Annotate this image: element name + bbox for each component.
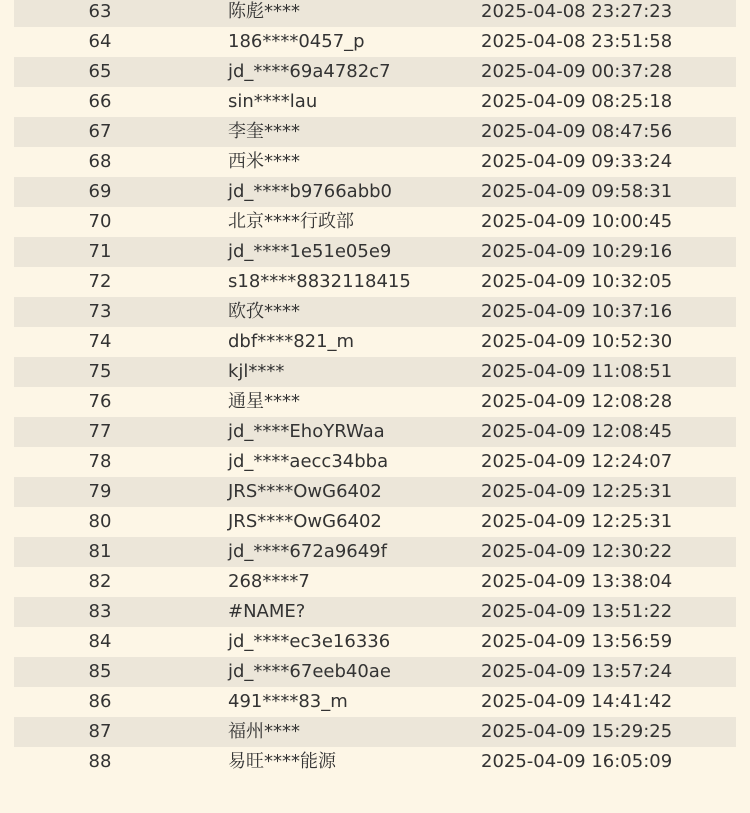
row-timestamp: 2025-04-09 13:57:24 <box>481 661 673 682</box>
row-index: 70 <box>88 211 112 232</box>
table-row <box>14 237 736 267</box>
row-index: 63 <box>88 1 112 22</box>
table-row <box>14 597 736 627</box>
row-username: #NAME? <box>228 601 306 622</box>
row-username: 李奎**** <box>228 121 300 142</box>
row-username: 通星**** <box>228 391 300 412</box>
row-username: 易旺****能源 <box>228 751 336 772</box>
row-timestamp: 2025-04-09 11:08:51 <box>481 361 673 382</box>
row-username: jd_****EhoYRWaa <box>228 421 385 442</box>
table-row <box>14 0 736 27</box>
row-username: 186****0457_p <box>228 31 365 52</box>
table-row <box>14 447 736 477</box>
table-row <box>14 57 736 87</box>
row-timestamp: 2025-04-09 13:51:22 <box>481 601 673 622</box>
row-timestamp: 2025-04-09 10:29:16 <box>481 241 673 262</box>
row-index: 81 <box>88 541 112 562</box>
row-username: jd_****69a4782c7 <box>228 61 391 82</box>
row-timestamp: 2025-04-09 15:29:25 <box>481 721 673 742</box>
row-index: 67 <box>88 121 112 142</box>
row-username: jd_****aecc34bba <box>228 451 389 472</box>
row-index: 77 <box>88 421 112 442</box>
row-timestamp: 2025-04-09 10:00:45 <box>481 211 673 232</box>
table-row <box>14 177 736 207</box>
row-index: 71 <box>88 241 112 262</box>
row-timestamp: 2025-04-08 23:27:23 <box>481 1 673 22</box>
row-username: 福州**** <box>228 721 300 742</box>
row-username: 268****7 <box>228 571 310 592</box>
row-username: kjl**** <box>228 361 285 382</box>
row-timestamp: 2025-04-09 10:37:16 <box>481 301 673 322</box>
row-username: JRS****OwG6402 <box>228 481 382 502</box>
row-timestamp: 2025-04-09 10:52:30 <box>481 331 673 352</box>
table-row <box>14 297 736 327</box>
table-row <box>14 207 736 237</box>
table-row <box>14 117 736 147</box>
row-username: JRS****OwG6402 <box>228 511 382 532</box>
row-index: 88 <box>88 751 112 772</box>
row-username: jd_****ec3e16336 <box>228 631 391 652</box>
row-username: sin****lau <box>228 91 318 112</box>
row-timestamp: 2025-04-09 10:32:05 <box>481 271 673 292</box>
row-index: 83 <box>88 601 112 622</box>
row-index: 80 <box>88 511 112 532</box>
row-timestamp: 2025-04-09 08:47:56 <box>481 121 673 142</box>
row-timestamp: 2025-04-09 08:25:18 <box>481 91 673 112</box>
row-username: 西米**** <box>228 151 300 172</box>
row-index: 85 <box>88 661 112 682</box>
row-index: 79 <box>88 481 112 502</box>
row-timestamp: 2025-04-08 23:51:58 <box>481 31 673 52</box>
table-row <box>14 627 736 657</box>
table-row <box>14 477 736 507</box>
table-row <box>14 87 736 117</box>
row-timestamp: 2025-04-09 12:08:28 <box>481 391 673 412</box>
row-username: jd_****672a9649f <box>228 541 387 562</box>
table-row <box>14 27 736 57</box>
row-timestamp: 2025-04-09 09:58:31 <box>481 181 673 202</box>
records-table <box>14 0 736 777</box>
row-username: jd_****b9766abb0 <box>228 181 392 202</box>
row-index: 69 <box>88 181 112 202</box>
row-index: 74 <box>88 331 112 352</box>
row-timestamp: 2025-04-09 13:56:59 <box>481 631 673 652</box>
row-index: 75 <box>88 361 112 382</box>
table-row <box>14 267 736 297</box>
table-row <box>14 147 736 177</box>
row-username: 欧孜**** <box>228 301 300 322</box>
row-index: 87 <box>88 721 112 742</box>
table-row <box>14 657 736 687</box>
row-index: 72 <box>88 271 112 292</box>
row-index: 82 <box>88 571 112 592</box>
table-row <box>14 717 736 747</box>
table-row <box>14 507 736 537</box>
row-timestamp: 2025-04-09 12:08:45 <box>481 421 673 442</box>
row-index: 76 <box>88 391 112 412</box>
row-timestamp: 2025-04-09 13:38:04 <box>481 571 673 592</box>
row-username: jd_****67eeb40ae <box>228 661 391 682</box>
row-index: 73 <box>88 301 112 322</box>
table-row <box>14 357 736 387</box>
row-index: 84 <box>88 631 112 652</box>
row-timestamp: 2025-04-09 09:33:24 <box>481 151 673 172</box>
row-timestamp: 2025-04-09 14:41:42 <box>481 691 673 712</box>
row-index: 86 <box>88 691 112 712</box>
table-row <box>14 567 736 597</box>
row-timestamp: 2025-04-09 12:30:22 <box>481 541 673 562</box>
table-row <box>14 537 736 567</box>
row-timestamp: 2025-04-09 16:05:09 <box>481 751 673 772</box>
row-index: 66 <box>88 91 112 112</box>
row-index: 68 <box>88 151 112 172</box>
row-index: 64 <box>88 31 112 52</box>
row-timestamp: 2025-04-09 12:25:31 <box>481 481 673 502</box>
table-row <box>14 687 736 717</box>
row-username: 491****83_m <box>228 691 348 712</box>
table-row <box>14 417 736 447</box>
row-username: 陈彪**** <box>228 1 300 22</box>
table-row <box>14 747 736 777</box>
row-index: 65 <box>88 61 112 82</box>
table-row <box>14 327 736 357</box>
row-index: 78 <box>88 451 112 472</box>
row-timestamp: 2025-04-09 00:37:28 <box>481 61 673 82</box>
row-timestamp: 2025-04-09 12:24:07 <box>481 451 673 472</box>
table-row <box>14 387 736 417</box>
row-username: 北京****行政部 <box>228 211 354 232</box>
row-username: s18****8832118415 <box>228 271 411 292</box>
row-username: jd_****1e51e05e9 <box>228 241 392 262</box>
row-timestamp: 2025-04-09 12:25:31 <box>481 511 673 532</box>
row-username: dbf****821_m <box>228 331 355 352</box>
